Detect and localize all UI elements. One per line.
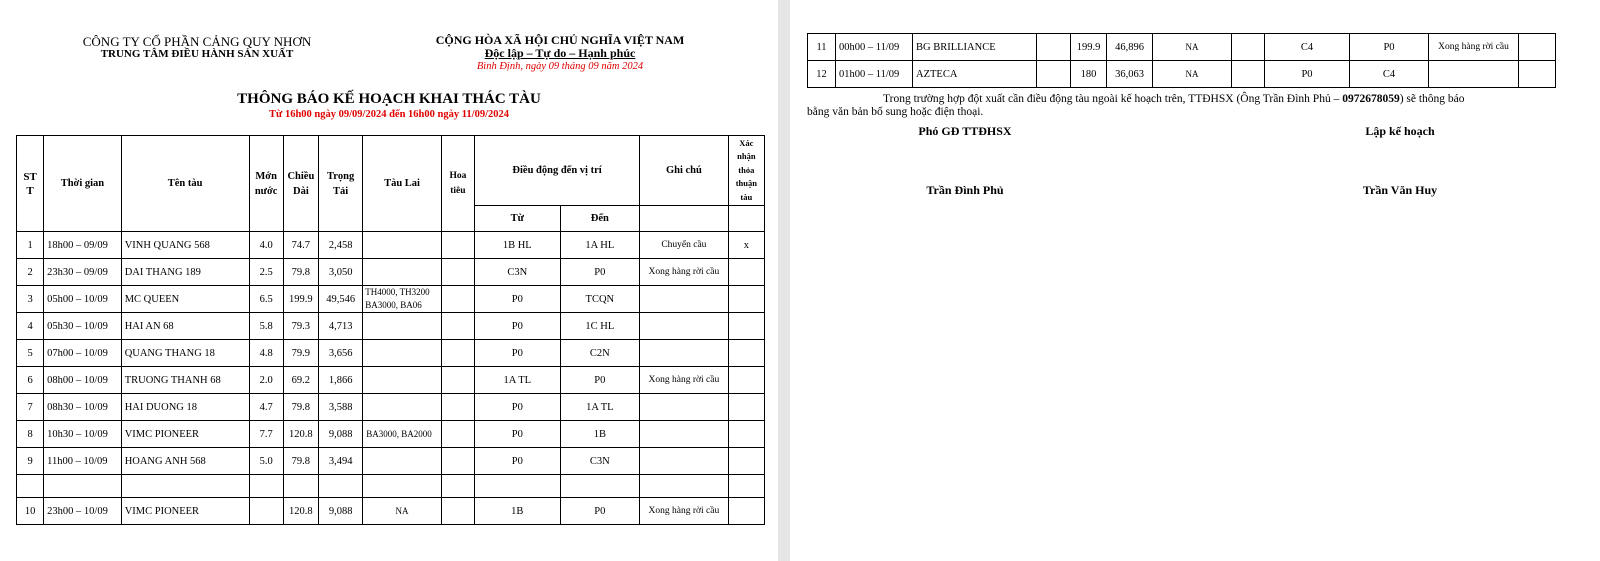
cell-note bbox=[1429, 61, 1519, 88]
cell-confirm bbox=[1519, 34, 1556, 61]
cell-time: 07h00 – 10/09 bbox=[44, 340, 122, 367]
cell-pilot bbox=[441, 475, 474, 498]
col-note-blank bbox=[640, 206, 729, 232]
cell-tonnage: 3,588 bbox=[318, 394, 362, 421]
cell-confirm bbox=[728, 498, 764, 525]
place-date: Bình Định, ngày 09 tháng 09 năm 2024 bbox=[476, 61, 644, 72]
cell-confirm bbox=[728, 367, 764, 394]
cell-note bbox=[640, 340, 729, 367]
cell-to: P0 bbox=[560, 259, 640, 286]
signer-left-name: Trần Đình Phủ bbox=[926, 183, 1004, 197]
cell-tug bbox=[363, 340, 442, 367]
cell-time: 23h30 – 09/09 bbox=[44, 259, 122, 286]
cell-tonnage: 3,050 bbox=[318, 259, 362, 286]
cell-ship: HAI DUONG 18 bbox=[121, 394, 249, 421]
cell-note: Chuyển cầu bbox=[640, 232, 729, 259]
cell-confirm bbox=[728, 259, 764, 286]
cell-time: 05h30 – 10/09 bbox=[44, 313, 122, 340]
cell-draft: 5.8 bbox=[249, 313, 283, 340]
table-row bbox=[17, 367, 765, 394]
document-page-1 bbox=[0, 0, 778, 561]
cell-pilot bbox=[441, 498, 474, 525]
cell-tonnage: 3,656 bbox=[318, 340, 362, 367]
cell-draft: 4.7 bbox=[249, 394, 283, 421]
cell-ship: MC QUEEN bbox=[121, 286, 249, 313]
cell-stt: 8 bbox=[17, 421, 44, 448]
cell-pilot bbox=[441, 367, 474, 394]
col-length: Chiều Dài bbox=[283, 136, 318, 232]
cell-draft bbox=[249, 475, 283, 498]
cell-tug: NA bbox=[1153, 61, 1232, 88]
cell-stt: 3 bbox=[17, 286, 44, 313]
cell-stt: 11 bbox=[808, 34, 836, 61]
footer-note-line1: Trong trường hợp đột xuất cần điều động tàu ngoài kế hoạch trên, TTĐHSX (Ông Trần Đình Phủ – 0972678059) sẽ thông báo bbox=[883, 93, 1465, 105]
cell-stt: 6 bbox=[17, 367, 44, 394]
document-title: THÔNG BÁO KẾ HOẠCH KHAI THÁC TÀU bbox=[237, 91, 541, 107]
cell-length: 79.8 bbox=[283, 394, 318, 421]
contact-phone: 0972678059 bbox=[1342, 93, 1400, 105]
table-row bbox=[17, 498, 765, 525]
cell-time: 01h00 – 11/09 bbox=[836, 61, 913, 88]
cell-draft bbox=[249, 498, 283, 525]
cell-from: P0 bbox=[475, 313, 561, 340]
col-draft: Mớn nước bbox=[249, 136, 283, 232]
cell-to: 1C HL bbox=[560, 313, 640, 340]
cell-from bbox=[475, 475, 561, 498]
table-row bbox=[17, 340, 765, 367]
col-from: Từ bbox=[475, 206, 561, 232]
cell-ship: TRUONG THANH 68 bbox=[121, 367, 249, 394]
col-pilot: Hoa tiêu bbox=[441, 136, 474, 232]
cell-pilot bbox=[441, 259, 474, 286]
cell-pilot bbox=[441, 421, 474, 448]
cell-draft: 2.5 bbox=[249, 259, 283, 286]
cell-stt: 2 bbox=[17, 259, 44, 286]
cell-note bbox=[640, 421, 729, 448]
cell-tug: NA bbox=[363, 498, 442, 525]
cell-draft: 4.0 bbox=[249, 232, 283, 259]
table-row bbox=[17, 259, 765, 286]
cell-from: 1B bbox=[475, 498, 561, 525]
cell-from: P0 bbox=[475, 286, 561, 313]
cell-tonnage: 2,458 bbox=[318, 232, 362, 259]
cell-tug bbox=[363, 313, 442, 340]
cell-tonnage: 36,063 bbox=[1107, 61, 1153, 88]
motto: Độc lập – Tự do – Hạnh phúc bbox=[484, 46, 636, 60]
signer-right-name: Trần Văn Huy bbox=[1362, 183, 1438, 197]
cell-confirm bbox=[728, 448, 764, 475]
cell-pilot bbox=[1232, 61, 1265, 88]
cell-ship: DAI THANG 189 bbox=[121, 259, 249, 286]
cell-length: 120.8 bbox=[283, 498, 318, 525]
cell-length: 180 bbox=[1071, 61, 1107, 88]
cell-length: 199.9 bbox=[283, 286, 318, 313]
cell-note bbox=[640, 313, 729, 340]
cell-confirm bbox=[728, 394, 764, 421]
cell-time: 08h00 – 10/09 bbox=[44, 367, 122, 394]
cell-ship: HAI AN 68 bbox=[121, 313, 249, 340]
cell-ship: AZTECA bbox=[913, 61, 1037, 88]
cell-to: TCQN bbox=[560, 286, 640, 313]
cell-tonnage: 9,088 bbox=[318, 421, 362, 448]
cell-draft: 5.0 bbox=[249, 448, 283, 475]
cell-length: 79.9 bbox=[283, 340, 318, 367]
cell-ship: HOANG ANH 568 bbox=[121, 448, 249, 475]
cell-pilot bbox=[441, 448, 474, 475]
cell-to: P0 bbox=[1350, 34, 1429, 61]
department-name: TRUNG TÂM ĐIỀU HÀNH SẢN XUẤT bbox=[100, 48, 294, 60]
cell-ship bbox=[121, 475, 249, 498]
cell-from: P0 bbox=[475, 448, 561, 475]
col-confirm-blank bbox=[728, 206, 764, 232]
table-row bbox=[808, 61, 1556, 88]
cell-to: 1A TL bbox=[560, 394, 640, 421]
table-row bbox=[17, 313, 765, 340]
cell-tonnage: 49,546 bbox=[318, 286, 362, 313]
cell-ship: VINH QUANG 568 bbox=[121, 232, 249, 259]
document-page-2 bbox=[790, 0, 1600, 561]
cell-confirm bbox=[728, 313, 764, 340]
footer-note-line2: bằng văn bản bổ sung hoặc điện thoại. bbox=[807, 106, 984, 118]
col-note: Ghi chú bbox=[640, 136, 729, 206]
col-tonnage: Trọng Tải bbox=[318, 136, 362, 232]
cell-time: 10h30 – 10/09 bbox=[44, 421, 122, 448]
cell-length: 79.8 bbox=[283, 259, 318, 286]
company-name: CÔNG TY CỔ PHẦN CẢNG QUY NHƠN bbox=[82, 34, 312, 49]
cell-from: P0 bbox=[1265, 61, 1350, 88]
cell-confirm: x bbox=[728, 232, 764, 259]
cell-length: 74.7 bbox=[283, 232, 318, 259]
cell-to: 1A HL bbox=[560, 232, 640, 259]
cell-to bbox=[560, 475, 640, 498]
cell-tug bbox=[363, 394, 442, 421]
republic-title: CỘNG HÒA XÃ HỘI CHỦ NGHĨA VIỆT NAM bbox=[435, 33, 685, 47]
cell-note bbox=[640, 475, 729, 498]
col-tug: Tàu Lai bbox=[363, 136, 442, 232]
col-stt: ST T bbox=[17, 136, 44, 232]
cell-ship: VIMC PIONEER bbox=[121, 421, 249, 448]
col-move: Điều động đến vị trí bbox=[475, 136, 640, 206]
cell-from: P0 bbox=[475, 340, 561, 367]
ship-schedule-table bbox=[16, 135, 765, 525]
cell-draft: 4.8 bbox=[249, 340, 283, 367]
cell-tug: BA3000, BA2000 bbox=[363, 421, 442, 448]
table-row bbox=[17, 448, 765, 475]
col-ship: Tên tàu bbox=[121, 136, 249, 232]
cell-length: 199.9 bbox=[1071, 34, 1107, 61]
document-period: Từ 16h00 ngày 09/09/2024 đến 16h00 ngày 11/09/2024 bbox=[269, 109, 509, 120]
cell-time bbox=[44, 475, 122, 498]
cell-tug: NA bbox=[1153, 34, 1232, 61]
cell-confirm bbox=[1519, 61, 1556, 88]
cell-length: 79.3 bbox=[283, 313, 318, 340]
cell-stt: 7 bbox=[17, 394, 44, 421]
table-row bbox=[17, 475, 765, 498]
cell-stt: 4 bbox=[17, 313, 44, 340]
cell-from: 1A TL bbox=[475, 367, 561, 394]
cell-time: 11h00 – 10/09 bbox=[44, 448, 122, 475]
cell-draft bbox=[1037, 34, 1071, 61]
cell-to: P0 bbox=[560, 498, 640, 525]
cell-stt: 5 bbox=[17, 340, 44, 367]
cell-time: 05h00 – 10/09 bbox=[44, 286, 122, 313]
cell-confirm bbox=[728, 340, 764, 367]
cell-tonnage: 46,896 bbox=[1107, 34, 1153, 61]
cell-time: 00h00 – 11/09 bbox=[836, 34, 913, 61]
cell-ship: QUANG THANG 18 bbox=[121, 340, 249, 367]
cell-draft: 6.5 bbox=[249, 286, 283, 313]
cell-to: P0 bbox=[560, 367, 640, 394]
table-row bbox=[17, 421, 765, 448]
cell-from: P0 bbox=[475, 421, 561, 448]
cell-note bbox=[640, 448, 729, 475]
cell-tug bbox=[363, 232, 442, 259]
cell-confirm bbox=[728, 421, 764, 448]
cell-pilot bbox=[1232, 34, 1265, 61]
cell-to: 1B bbox=[560, 421, 640, 448]
table-row bbox=[17, 286, 765, 313]
cell-note bbox=[640, 286, 729, 313]
col-confirm: Xác nhận thỏa thuận tàu bbox=[728, 136, 764, 206]
cell-length: 79.8 bbox=[283, 448, 318, 475]
cell-note bbox=[640, 394, 729, 421]
cell-note: Xong hàng rời cầu bbox=[640, 367, 729, 394]
cell-length: 69.2 bbox=[283, 367, 318, 394]
signer-right-title: Lập kế hoạch bbox=[1365, 124, 1435, 138]
cell-tonnage bbox=[318, 475, 362, 498]
cell-confirm bbox=[728, 286, 764, 313]
cell-tonnage: 9,088 bbox=[318, 498, 362, 525]
cell-note: Xong hàng rời cầu bbox=[640, 259, 729, 286]
cell-ship: VIMC PIONEER bbox=[121, 498, 249, 525]
table-row bbox=[17, 394, 765, 421]
cell-tug bbox=[363, 448, 442, 475]
cell-stt: 9 bbox=[17, 448, 44, 475]
cell-note: Xong hàng rời cầu bbox=[1429, 34, 1519, 61]
cell-confirm bbox=[728, 475, 764, 498]
col-to: Đến bbox=[560, 206, 640, 232]
cell-ship: BG BRILLIANCE bbox=[913, 34, 1037, 61]
cell-stt: 12 bbox=[808, 61, 836, 88]
cell-pilot bbox=[441, 232, 474, 259]
cell-tonnage: 1,866 bbox=[318, 367, 362, 394]
table-row bbox=[17, 232, 765, 259]
table-row bbox=[808, 34, 1556, 61]
cell-to: C3N bbox=[560, 448, 640, 475]
cell-note: Xong hàng rời cầu bbox=[640, 498, 729, 525]
cell-time: 18h00 – 09/09 bbox=[44, 232, 122, 259]
cell-tonnage: 4,713 bbox=[318, 313, 362, 340]
ship-schedule-table-continued bbox=[807, 33, 1556, 88]
signer-left-title: Phó GĐ TTĐHSX bbox=[918, 124, 1012, 138]
cell-from: P0 bbox=[475, 394, 561, 421]
cell-pilot bbox=[441, 286, 474, 313]
cell-stt bbox=[17, 475, 44, 498]
cell-draft: 7.7 bbox=[249, 421, 283, 448]
cell-length bbox=[283, 475, 318, 498]
cell-tug: TH4000, TH3200 BA3000, BA06 bbox=[363, 286, 442, 313]
cell-draft bbox=[1037, 61, 1071, 88]
cell-pilot bbox=[441, 340, 474, 367]
cell-from: C4 bbox=[1265, 34, 1350, 61]
cell-tug bbox=[363, 259, 442, 286]
cell-tonnage: 3,494 bbox=[318, 448, 362, 475]
cell-pilot bbox=[441, 394, 474, 421]
cell-stt: 10 bbox=[17, 498, 44, 525]
cell-to: C2N bbox=[560, 340, 640, 367]
cell-tug bbox=[363, 475, 442, 498]
cell-from: C3N bbox=[475, 259, 561, 286]
col-time: Thời gian bbox=[44, 136, 122, 232]
cell-length: 120.8 bbox=[283, 421, 318, 448]
cell-time: 08h30 – 10/09 bbox=[44, 394, 122, 421]
cell-tug bbox=[363, 367, 442, 394]
cell-from: 1B HL bbox=[475, 232, 561, 259]
cell-stt: 1 bbox=[17, 232, 44, 259]
cell-pilot bbox=[441, 313, 474, 340]
cell-to: C4 bbox=[1350, 61, 1429, 88]
cell-draft: 2.0 bbox=[249, 367, 283, 394]
cell-time: 23h00 – 10/09 bbox=[44, 498, 122, 525]
